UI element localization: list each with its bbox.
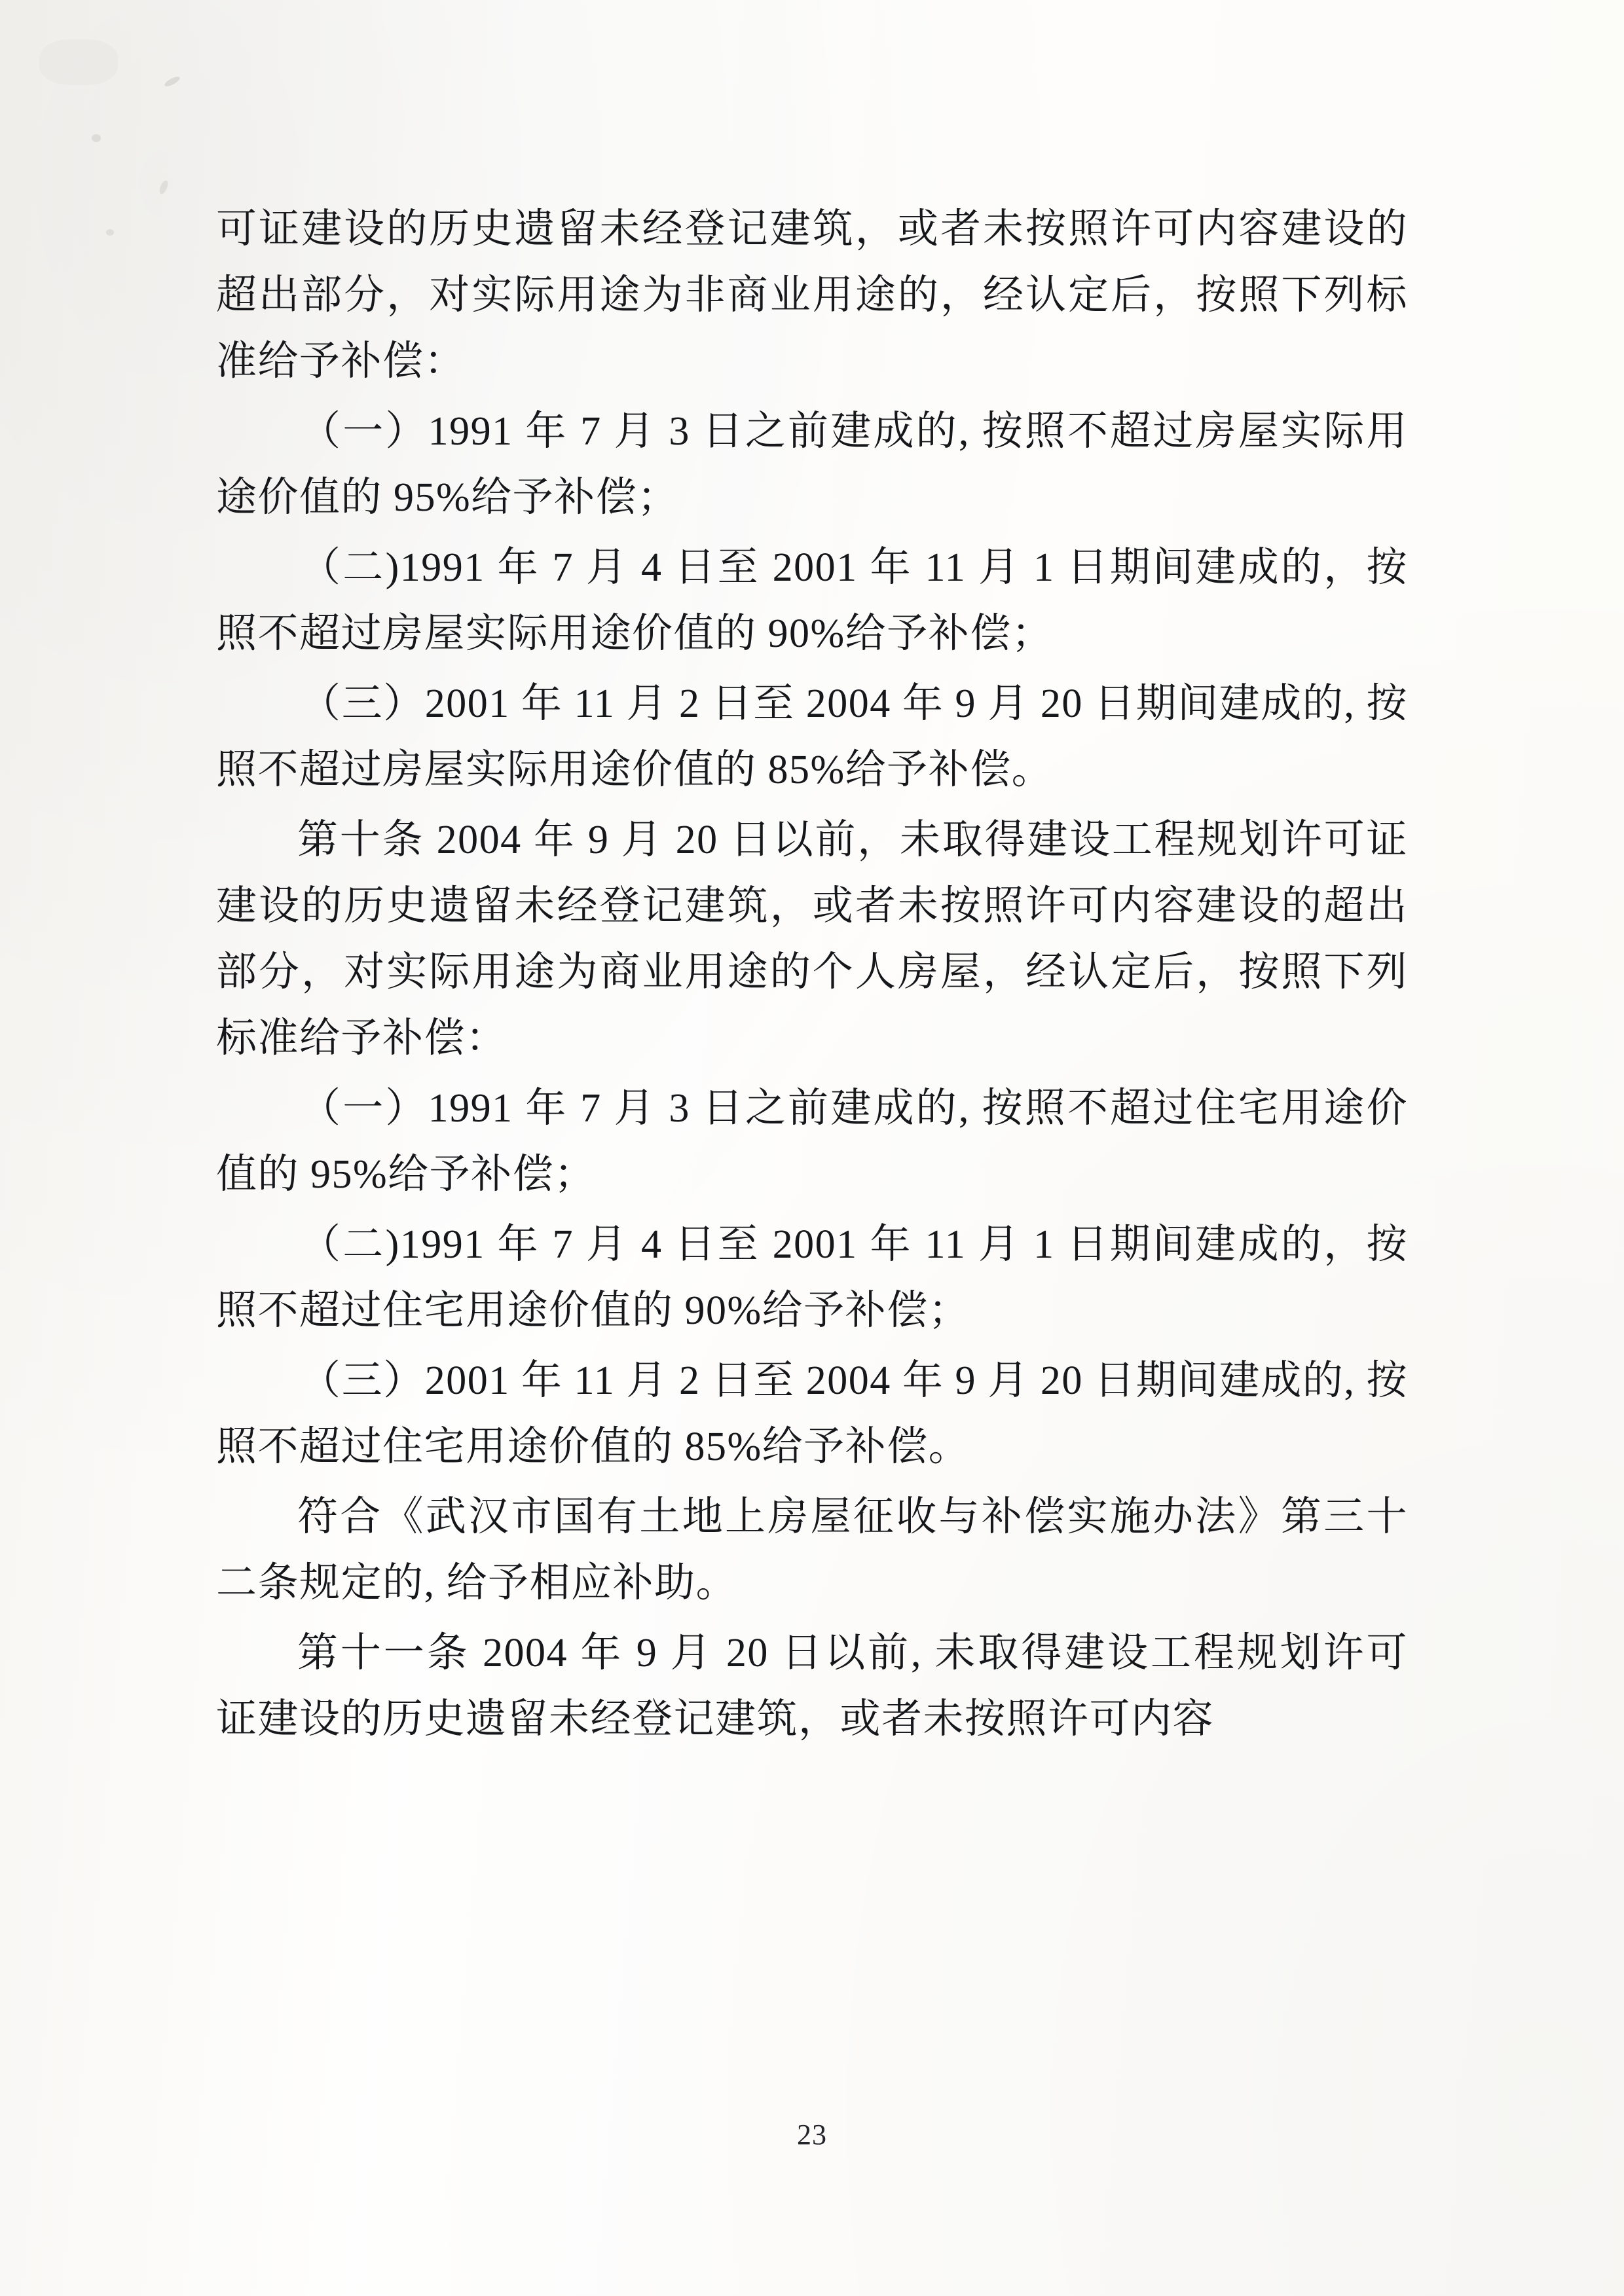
scan-artifact — [106, 229, 114, 236]
document-body — [216, 196, 1408, 1757]
scan-artifact — [92, 134, 101, 142]
paragraph-subsidy-clause: 符合《武汉市国有土地上房屋征收与补偿实施办法》第三十二条规定的, 给予相应补助。 — [216, 1495, 1408, 1605]
paragraph-article9-item-3: （三）2001 年 11 月 2 日至 2004 年 9 月 20 日期间建成的, 按照不超过房屋实际用途价值的 85%给予补偿。 — [216, 682, 1408, 792]
paragraph-continued-intro: 可证建设的历史遗留未经登记建筑，或者未按照许可内容建设的超出部分，对实际用途为非商业用途的，经认定后，按照下列标准给予补偿： — [216, 207, 1408, 384]
paragraph-article10-item-1: （一）1991 年 7 月 3 日之前建成的, 按照不超过住宅用途价值的 95%给予补偿； — [216, 1086, 1408, 1197]
paragraph-article-10: 第十条 2004 年 9 月 20 日以前，未取得建设工程规划许可证建设的历史遗留未经登记建筑，或者未按照许可内容建设的超出部分，对实际用途为商业用途的个人房屋，经认定后，按照下列标准给予补偿： — [216, 818, 1408, 1061]
scan-artifact — [39, 39, 118, 85]
paragraph-article10-item-3: （三）2001 年 11 月 2 日至 2004 年 9 月 20 日期间建成的, 按照不超过住宅用途价值的 85%给予补偿。 — [216, 1358, 1408, 1469]
page-number: 23 — [797, 2119, 827, 2151]
paragraph-article9-item-2: （二)1991 年 7 月 4 日至 2001 年 11 月 1 日期间建成的，按照不超过房屋实际用途价值的 90%给予补偿； — [216, 545, 1408, 656]
scan-artifact — [163, 75, 181, 88]
paragraph-article9-item-1: （一）1991 年 7 月 3 日之前建成的, 按照不超过房屋实际用途价值的 95%给予补偿； — [216, 409, 1408, 520]
paragraph-article-11: 第十一条 2004 年 9 月 20 日以前, 未取得建设工程规划许可证建设的历史遗留未经登记建筑，或者未按照许可内容 — [216, 1631, 1408, 1741]
paragraph-article10-item-2: （二)1991 年 7 月 4 日至 2001 年 11 月 1 日期间建成的，按照不超过住宅用途价值的 90%给予补偿； — [216, 1222, 1408, 1333]
scan-artifact — [158, 179, 170, 195]
